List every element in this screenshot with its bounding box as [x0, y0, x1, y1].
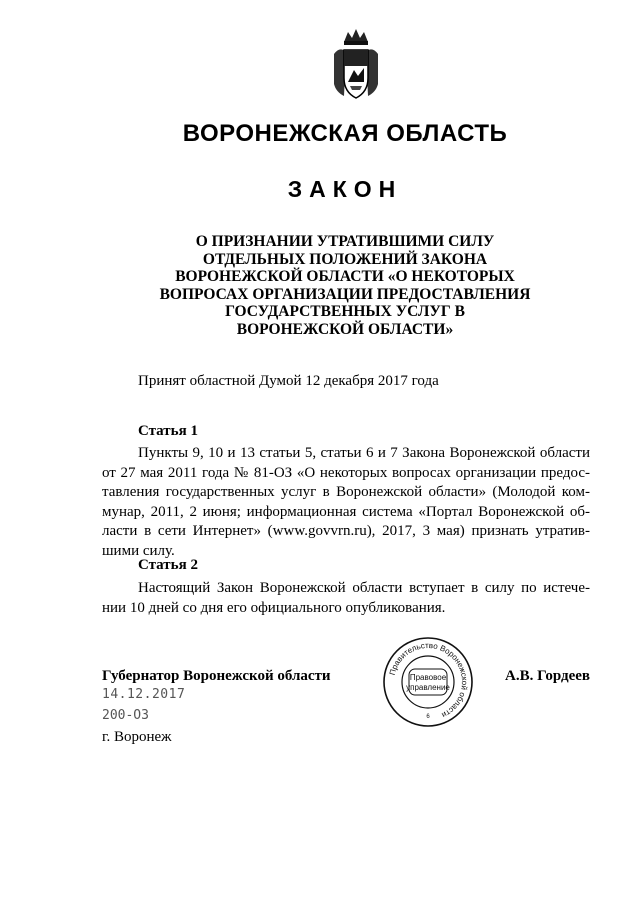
law-title-line: ВОРОНЕЖСКОЙ ОБЛАСТИ «О НЕКОТОРЫХ [175, 268, 515, 285]
article-2-line: нии 10 дней со дня его официального опубликования. [102, 599, 446, 616]
signing-date: 14.12.2017 [102, 687, 186, 702]
article-1-text [102, 444, 590, 561]
law-number: 200-ОЗ [102, 708, 149, 723]
article-1-line: от 27 мая 2011 года № 81-ОЗ «О некоторых вопросах организации предос- [102, 464, 590, 481]
signing-city: г. Воронеж [102, 729, 172, 745]
governor-name: А.В. Гордеев [505, 668, 590, 684]
law-title-line: ВОПРОСАХ ОРГАНИЗАЦИИ ПРЕДОСТАВЛЕНИЯ [159, 285, 531, 303]
article-1-line: Пункты 9, 10 и 13 статьи 5, статьи 6 и 7 Закона Воронежской области [138, 445, 590, 461]
law-title [120, 233, 570, 338]
article-1-line: мунар, 2011, 2 июня; информационная система «Портал Воронежской об- [102, 503, 590, 520]
governor-title: Губернатор Воронежской области [102, 668, 331, 684]
coat-of-arms-icon [330, 26, 382, 104]
law-title-line: О ПРИЗНАНИИ УТРАТИВШИМИ СИЛУ [195, 233, 495, 250]
law-title-line: ВОРОНЕЖСКОЙ ОБЛАСТИ» [236, 320, 454, 338]
article-1-line: шими силу. [102, 542, 175, 559]
region-name: ВОРОНЕЖСКАЯ ОБЛАСТЬ [182, 120, 508, 147]
article-1-line: тавления государственных услуг в Воронежской области» (Молодой ком- [102, 484, 590, 500]
law-title-line: ОТДЕЛЬНЫХ ПОЛОЖЕНИЙ ЗАКОНА [202, 250, 488, 268]
document-type: ЗАКОН [287, 176, 403, 202]
article-1-line: ласти в сети Интернет» (www.govvrn.ru), 2017, 3 мая) признать утратив- [102, 523, 590, 539]
stamp-center-line1: Правовое [409, 673, 447, 682]
article-1-heading: Статья 1 [138, 423, 198, 439]
article-2-line: Настоящий Закон Воронежской области вступает в силу по истече- [138, 580, 590, 596]
stamp-center-line2: управление [406, 683, 450, 692]
adoption-note: Принят областной Думой 12 декабря 2017 года [138, 373, 439, 389]
article-2-heading: Статья 2 [138, 557, 198, 573]
stamp-ring-text: Правительство Воронежской области [387, 640, 470, 720]
official-stamp [382, 636, 474, 728]
article-2-text [102, 579, 590, 618]
law-title-line: ГОСУДАРСТВЕННЫХ УСЛУГ В [225, 303, 465, 320]
stamp-bottom-mark: 6 [426, 714, 430, 720]
